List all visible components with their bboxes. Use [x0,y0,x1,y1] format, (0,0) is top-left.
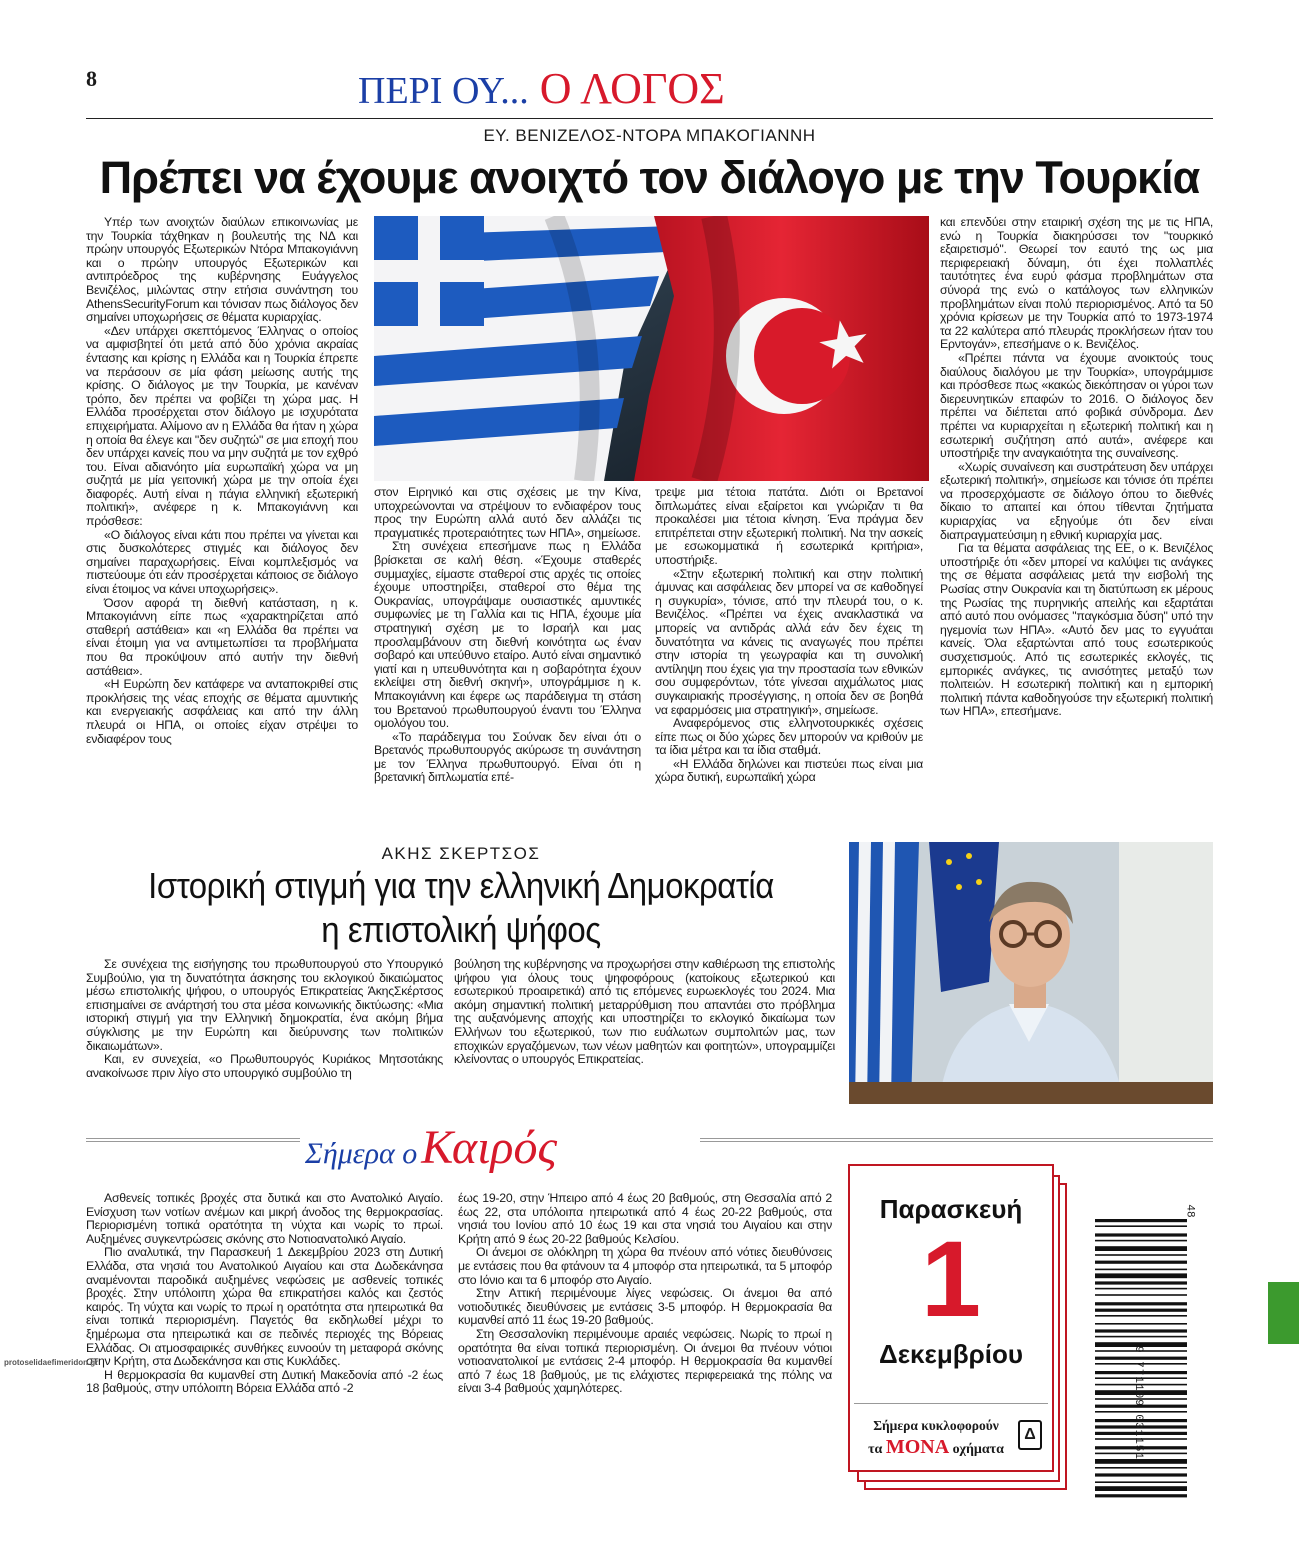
paragraph: Οι άνεμοι σε ολόκληρη τη χώρα θα πνέουν από νότιες διευθύνσεις με εντάσεις που θα φτάνουν τα 4 μποφόρ στα ηπειρωτικά, τα 5 μποφόρ στο Ιόνιο και τα 6 μποφόρ στο Αιγαίο. [458,1245,832,1287]
greek-turkish-flags-image [374,216,929,481]
vehicles-line1: Σήμερα κυκλοφορούν [873,1418,999,1433]
vehicles-pre: τα [868,1442,883,1457]
paragraph: Και, εν συνεχεία, «ο Πρωθυπουργός Κυριάκος Μητσοτάκης ανακοίνωσε πριν λίγο στο υπουργικό συμβούλιο τη [86,1052,443,1080]
article2-headline-line1: Ιστορική στιγμή για την ελληνική Δημοκρατία [148,865,774,906]
calendar-day: 1 [920,1218,982,1339]
paragraph: Η θερμοκρασία θα κυμανθεί στη Δυτική Μακεδονία από -2 έως 18 βαθμούς, στην υπόλοιπη Βόρεια Ελλάδα από -2 [86,1367,443,1396]
article1-column-3 [655,486,923,785]
paragraph: «Στην εξωτερική πολιτική και στην πολιτική άμυνας και ασφάλειας δεν μπορεί να σε καθοδηγεί η συγκυρία», τόνισε, από την πλευρά του, ο κ. Βενιζέλος. «Πρέπει να έχεις ανακλαστικά να μπορείς να αντιδράς αλλά εάν δεν έχεις τη δυνατότητα να κάνεις τις αναγωγές που πρέπει στην ιστορία τη γεωγραφία και τη συνολική αντίληψη που έχεις για την προστασία των εθνικών σου συμφερόντων, τότε γίνεσαι αιχμάλωτος μιας συγκαιριακής προσέγγισης, η οποία δεν σε βοηθά να εφαρμόσεις μια στρατηγική», σημείωσε. [655,566,923,717]
paragraph: Στη συνέχεια επεσήμανε πως η Ελλάδα βρίσκεται σε καλή θέση. «Έχουμε σταθερές συμμαχίες, είμαστε σταθεροί στις αρχές τις οποίες έχουμε υποστηρίξει, σταθεροί στο θέμα της Ουκρανίας, υπογράψαμε ουσιαστικές αμυντικές συμφωνίες με τη Γαλλία και τις ΗΠΑ, έχουμε μία στρατηγική σχέση με το Ισραήλ και μας προσλαμβάνουν στη διεθνή κοινότητα ως έναν σοβαρό και υπεύθυνο εταίρο. Αυτό είναι σημαντικό γιατί και η υπευθυνότητα και η σοβαρότητα έχουν εκλείψει στη διεθνή σκηνή», υπογράμμισε η κ. Μπακογιάννη και έφερε ως παράδειγμα τη στάση του Βρετανού πρωθυπουργού έναντι του Έλληνα ομολόγου του. [374,539,641,731]
page-edge-tab [1268,1282,1299,1344]
paragraph: Για τα θέματα ασφάλειας της ΕΕ, ο κ. Βενιζέλος υποστήριξε ότι «δεν μπορεί να καλύψει τις ανάγκες της σε θέματα ασφάλειας μετά την εισβολή της Ρωσίας στην Ουκρανία και τη διατύπωση εκ μέρους της Ρωσίας της πυρηνικής απειλής και εξαρτάται από αυτό που ονόμασες "παγκόσμια δύση" υπό την ηγεμονία των ΗΠΑ». «Αυτό δεν μας το εγγυάται κανείς. Όλα εξαρτώνται από τους εσωτερικούς συσχετισμούς. Από τις εσωτερικές εκλογές, τις εμπορικές ανάγκες, τις ανισότητες μεταξύ των πολιτειών. Η εσωτερική πολιτική και η εμπορική πολιτική πάντα καθοδηγούσε την εξωτερική πολιτική των ΗΠΑ», επεσήμανε. [940,541,1213,719]
calendar-month: Δεκεμβρίου [879,1339,1023,1369]
barcode-bar [1095,1240,1187,1242]
weather-title-small: Σήμερα ο [305,1137,418,1170]
paragraph: στον Ειρηνικό και στις σχέσεις με την Κίνα, υποχρεώνονται να στρέψουν το ενδιαφέρον τους προς την Ευρώπη αλλά αυτό δεν αλλάζει τις πραγματικές προτεραιότητες των ΗΠΑ», σημείωσε. [374,485,641,540]
vehicles-line2 [856,1436,1016,1459]
section-title-red: Ο ΛΟΓΟΣ [539,64,725,113]
section-title [358,66,725,114]
weather-rule-right [700,1138,1213,1142]
paragraph: Σε συνέχεια της εισήγησης του πρωθυπουργού στο Υπουργικό Συμβούλιο, για τη δυνατότητα άσκησης του εκλογικού δικαιώματος μέσω επιστολικής ψήφου, ο υπουργός Επικρατείας ΆκηςΣκέρτσος επισημαίνει σε ανάρτησή του στα μέσα κοινωνικής δικτύωσης: «Μια ιστορική στιγμή για την Ελληνική δημοκρατία, ένα ακόμη βήμα σύγκλισης με την Ευρώπη και διεύρυνσης των πολιτικών δικαιωμάτων». [86,957,443,1053]
paragraph: Στην Αττική περιμένουμε λίγες νεφώσεις. Οι άνεμοι θα από νοτιοδυτικές διευθύνσεις με εντάσεις 3-5 μποφόρ. Η θερμοκρασία θα κυμανθεί από 11 έως 19-20 βαθμούς. [458,1286,832,1328]
barcode-bar [1095,1225,1187,1227]
article1-column-2 [374,486,641,785]
paragraph: Όσον αφορά τη διεθνή κατάσταση, η κ. Μπακογιάννη είπε πως «χαρακτηρίζεται από σταθερή αστάθεια» και «η Ελλάδα θα πρέπει να είναι έτοιμη για να αντιμετωπίσει τα προβλήματα που θα προκύψουν από αυτήν την διεθνή αστάθεια». [86,595,358,678]
article2-column-2 [454,958,835,1067]
paragraph: βούληση της κυβέρνησης να προχωρήσει στην καθιέρωση της επιστολής ψήφου για όλους τους ψηφοφόρους (κατοίκους εξωτερικού και εσωτερικού προαιρετικά) από τις επόμενες ευρωεκλογές του 2024. Μια ακόμη σημαντική πολιτική μεταρρύθμιση που απαντάει στο πρόβλημα της αυξανόμενης αποχής και υποστηρίζει το εκλογικό δικαίωμα των Ελλήνων του εξωτερικού, των πιο ευάλωτων συμπολιτών μας, των εποχικών εργαζόμενων, των νέων μαθητών και φοιτητών», υπογραμμίζει κλείνοντας ο υπουργός Επικρατείας. [454,957,835,1067]
calendar [848,1164,1054,1472]
portrait-image [849,842,1213,1104]
article2-headline [86,864,836,952]
calendar-footer [854,1403,1048,1464]
weather-title [305,1120,557,1175]
paragraph: Υπέρ των ανοιχτών διαύλων επικοινωνίας με την Τουρκία τάχθηκαν η βουλευτής της ΝΔ και πρώην υπουργός Εξωτερικών Ντόρα Μπακογιάννη και ο πρώην υπουργός Εξωτερικών και αντιπρόεδρος της κυβέρνησης Ευάγγελος Βενιζέλος, μιλώντας στην ετήσια συνάντηση του AthensSecurityForum και τόνισαν πως διάλογος δεν σημαίνει υποχωρήσεις σε θέματα κυριαρχίας. [86,215,358,325]
barcode-bar [1095,1219,1187,1222]
paragraph: «Η Ελλάδα δηλώνει και πιστεύει πως είναι μια χώρα δυτική, ευρωπαϊκή χώρα [655,756,923,785]
barcode-bar [1095,1233,1187,1236]
minister-photo [849,842,1213,1104]
section-title-blue: ΠΕΡΙ ΟΥ... [358,70,529,112]
paragraph: «Πρέπει πάντα να έχουμε ανοικτούς τους διαύλους διαλόγου με την Τουρκία», υπογράμμισε και πρόσθεσε πως «κακώς διεκόπησαν οι γύροι των διερευνητικών επαφών το 2016. Ο διάλογος δεν πρέπει να διέπεται από φοβικά σύνδρομα. Δεν πρέπει να κυριαρχείται η εξωτερική πολιτική και η εσωτερική συζήτηση από αυτά», ανέφερε και υποστήριξε την αναγκαιότητα της συναίνεσης. [940,350,1213,461]
article2-kicker: ΑΚΗΣ ΣΚΕΡΤΣΟΣ [381,844,541,863]
barcode-number: 9 771109 031151 [1132,1345,1144,1461]
flags-photo [374,216,929,481]
weather-title-big: Καιρός [421,1121,557,1174]
vehicles-mona: ΜΟΝΑ [885,1436,950,1458]
paragraph: «Το παράδειγμα του Σούνακ δεν είναι ότι ο Βρετανός πρωθυπουργός ακύρωσε τη συνάντηση με τον Έλληνα πρωθυπουργό. Είναι ότι η βρετανική διπλωματία επέ- [374,729,641,785]
barcode [1083,1197,1208,1523]
paragraph: Στη Θεσσαλονίκη περιμένουμε αραιές νεφώσεις. Νωρίς το πρωί η ορατότητα θα είναι τοπικά περιορισμένη. Οι άνεμοι θα πνέουν νότιοι νοτιοανατολικοί με εντάσεις 2-4 μποφόρ. Η θερμοκρασία θα κυμανθεί από 7 έως 18 βαθμούς, με τις ελάχιστες περιφερειακά της πόλης να είναι 3-4 βαθμούς χαμηλότερες. [458,1326,832,1396]
paragraph: «Χωρίς συναίνεση και συστράτευση δεν υπάρχει εξωτερική πολιτική», σημείωσε και τόνισε ότι πρέπει να προσερχόμαστε σε διάλογο όπου το διεθνές δίκαιο το απαιτεί και όπου τίθενται ζητήματα κυριαρχίας να εξηγούμε ότι δεν είναι διαπραγματεύσιμη η εθνική κυριαρχία μας. [940,459,1213,542]
paragraph: «Η Ευρώπη δεν κατάφερε να ανταποκριθεί στις προκλήσεις της νέας εποχής σε θέματα αμυντικής και ενεργειακής ασφάλειας και από την άλλη πλευρά οι ΗΠΑ, οι οποίες είχαν στρέψει το ενδιαφέρον τους [86,677,358,746]
weather-rule-left [86,1138,300,1142]
article2-column-1 [86,958,443,1080]
barcode-addon: 48 [1183,1204,1196,1218]
paragraph: Πιο αναλυτικά, την Παρασκευή 1 Δεκεμβρίου 2023 στη Δυτική Ελλάδα, στα νησιά του Ανατολικού Αιγαίου και στα Δωδεκάνησα αναμένονται παροδικά αυξημένες νεφώσεις με ασθενείς τοπικές βροχές. Στην υπόλοιπη χώρα θα επικρατήσει καλός και ζεστός καιρός. Τη νύχτα και νωρίς το πρωί η ορατότητα στα ηπειρωτικά θα είναι τοπικά περιορισμένη. Παγετός θα εκδηλωθεί μέχρι το ξημέρωμα στα ηπειρωτικά και σε πεδινές περιοχές της Βόρειας Ελλάδας. Οι ατμοσφαιρικές συνθήκες ευνοούν τη μεταφορά σκόνης στην Κρήτη, στα Δωδεκάνησα και στις Κυκλάδες. [86,1245,443,1369]
weather-column-1 [86,1192,443,1396]
barcode-bars [1083,1197,1208,1523]
article2-headline-line2: η επιστολική ψήφος [321,909,601,950]
paragraph: «Δεν υπάρχει σκεπτόμενος Έλληνας ο οποίος να αμφισβητεί ότι μετά από δύο χρόνια ακραίας έντασης και κρίσης η Ελλάδα και η Τουρκία έπρεπε να περάσουν σε μία φάση μείωσης αυτής της κρίσης. Ο διάλογος με την Τουρκία, με κανέναν τρόπο, δεν πρέπει να φοβίζει τη χώρα μας. Η Ελλάδα προσέρχεται στον διάλογο με ισχυρότατα επιχειρήματα. Αλίμονο αν η Ελλάδα θα ήταν η χώρα η οποία θα έλεγε και "δεν συζητώ" σε μια εποχή που δεν υπάρχει κανείς που να μην συζητά με τον εχθρό του. Είναι αδιανόητο μία ευρωπαϊκή χώρα να μη συζητά με μία γειτονική χώρα με την οποία έχει διαφορές. Αυτή είναι η πάγια ελληνική εξωτερική πολιτική», ανέφερε η κ. Μπακογιάννη και πρόσθεσε: [86,323,358,529]
paragraph: Αναφερόμενος στις ελληνοτουρκικές σχέσεις είπε πως οι δύο χώρες δεν μπορούν να κριθούν με τα ίδια μέτρα και τα ίδια σταθμά. [655,716,923,758]
weather-column-2 [458,1192,832,1396]
calendar-weekday: Παρασκευή [879,1194,1023,1224]
header-rule [86,118,1213,119]
page-number: 8 [86,66,97,91]
paragraph: και επενδύει στην εταιρική σχέση της με τις ΗΠΑ, ενώ η Τουρκία διακηρύσσει τον "τουρκικό εξαιρετισμό". Θεωρεί τον εαυτό της ως μια περιφερειακή δύναμη, ότι έχει πολλαπλές ταυτότητες ένα ευρύ φάσμα προβλημάτων στα σύνορά της ενώ ο κατάλογος των ελληνικών προβλημάτων είναι πολύ περιορισμένος. Από τα 50 χρόνια κρίσεων με την Τουρκία από το 1973-1974 τα 22 καλύτερα από πλευράς προκλήσεων ήταν του Ερντογάν», επεσήμανε ο κ. Βενιζέλος. [940,215,1213,352]
paragraph: έως 19-20, στην Ήπειρο από 4 έως 20 βαθμούς, στη Θεσσαλία από 2 έως 22, στα υπόλοιπα ηπειρωτικά από 4 έως 20-22 βαθμούς, στα νησιά του Ιονίου από 10 έως 19 και στα νησιά του Αιγαίου και στην Κρήτη από 9 έως 20-22 βαθμούς Κελσίου. [458,1191,832,1246]
article1-headline: Πρέπει να έχουμε ανοιχτό τον διάλογο με την Τουρκία [99,152,1200,203]
paragraph: Ασθενείς τοπικές βροχές στα δυτικά και στο Ανατολικό Αιγαίο. Ενίσχυση των νοτίων ανέμων και μικρή άνοδος της θερμοκρασίας. Περιορισμένη τοπικά ορατότητα τη νύχτα και νωρίς το πρωί. Αυξημένες συγκεντρώσεις σκόνης στο Νοτιοανατολικό Αιγαίο. [86,1191,443,1246]
watermark: protoselidaefimeridon.gr [4,1358,99,1367]
article1-kicker: ΕΥ. ΒΕΝΙΖΕΛΟΣ-ΝΤΟΡΑ ΜΠΑΚΟΓΙΑΝΝΗ [483,126,816,145]
vehicles-post: οχήματα [952,1442,1004,1457]
plate-letter-badge: Δ [1018,1420,1042,1450]
article1-column-4 [940,216,1213,719]
paragraph: «Ο διάλογος είναι κάτι που πρέπει να γίνεται και στις δυσκολότερες στιγμές και διάλογος δεν σημαίνει παραχωρήσεις. Είναι κομπλεξισμός να πιστεύουμε ότι εάν προσέρχεται κάποιος σε διάλογο είναι έτοιμος να κάνει υποχωρήσεις». [86,527,358,597]
paragraph: τρεψε μια τέτοια πατάτα. Διότι οι Βρετανοί διπλωμάτες είναι εξαίρετοι και γνώριζαν τι θα προκαλέσει μια τέτοια κίνηση. Ένα πράγμα δεν επιτρέπεται στην εξωτερική πολιτική. Να την ασκείς με εσωκομματικά ή εσωτερικά κριτήρια», υποστήριξε. [655,485,923,567]
article1-column-1 [86,216,358,746]
